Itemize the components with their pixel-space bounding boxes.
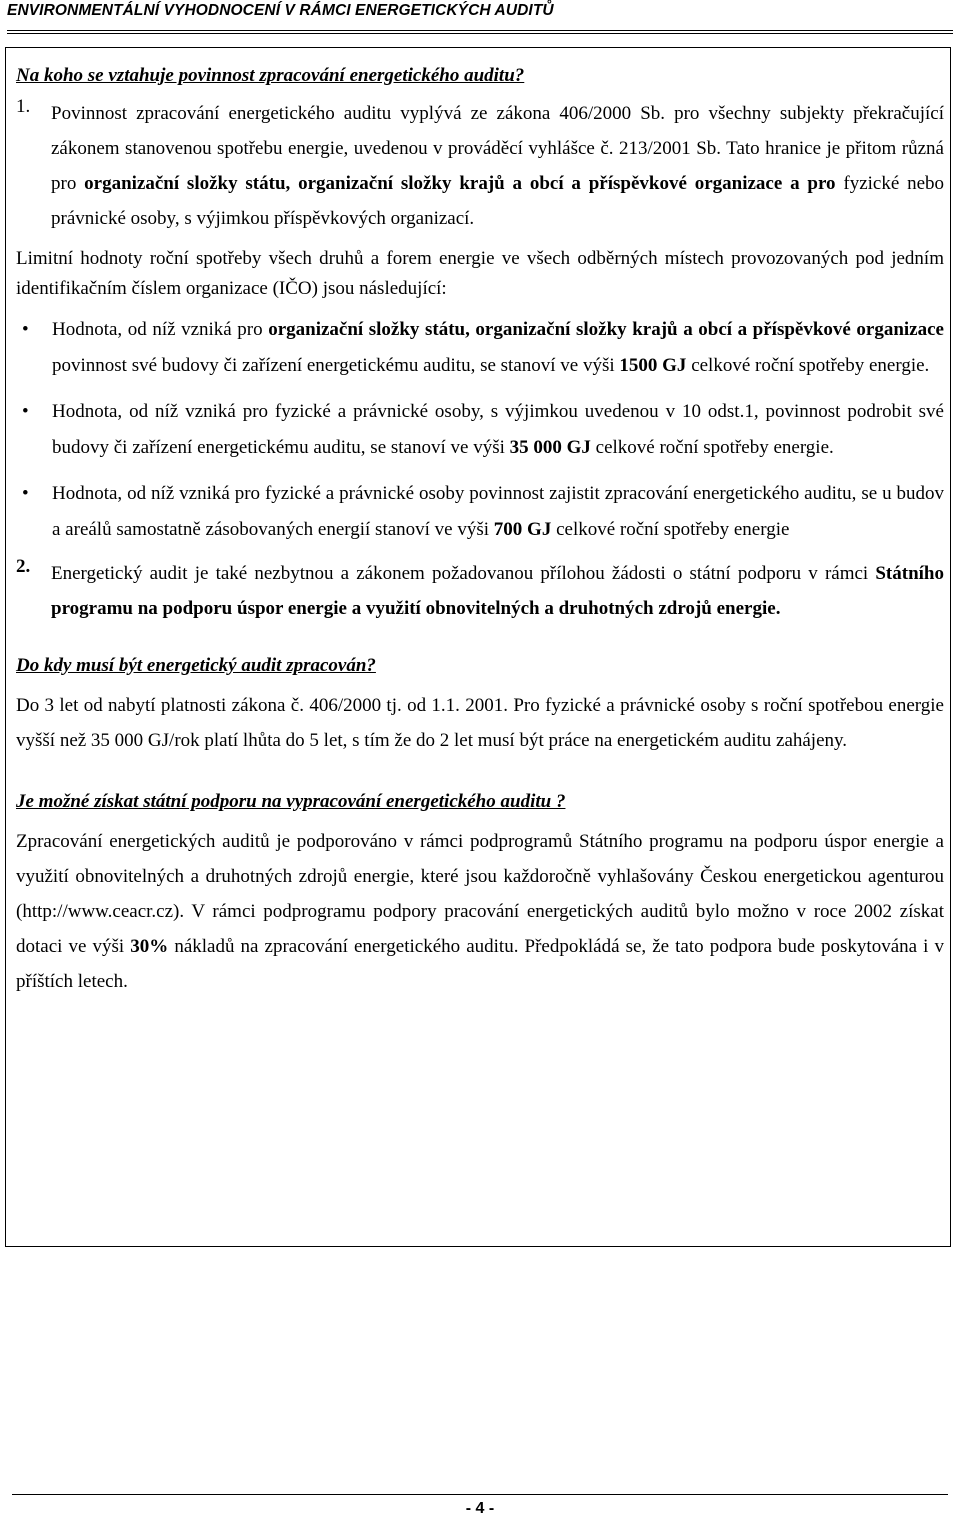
item-number: 1. bbox=[16, 96, 31, 117]
answer-text-part: Zpracování energetických auditů je podporováno v rámci podprogramů Státního programu na podporu úspor energie a využití obnovitelných a druhotných zdrojů energie, které jsou každoročně vyhlašovány Českou energetickou agenturou (http://www.ceacr.cz). V rámci podprogramu podpory pracování energetických auditů bylo možno v roce 2002 získat dotaci ve výši bbox=[16, 831, 944, 957]
item-text bbox=[51, 556, 944, 626]
question-support: Je možné získat státní podporu na vypracování energetického auditu ? bbox=[16, 791, 566, 812]
bullet-text bbox=[52, 394, 944, 466]
running-header: ENVIRONMENTÁLNÍ VYHODNOCENÍ V RÁMCI ENERGETICKÝCH AUDITŮ bbox=[7, 2, 554, 19]
item-text-part: Povinnost zpracování energetického auditu vyplývá ze zákona 406/2000 Sb. pro všechny subjekty překračující zákonem stanovenou spotřebu energie, uvedenou v prováděcí vyhlášce č. 213/2001 Sb. Tato hranice je přitom různá pro bbox=[51, 103, 944, 194]
item-text-part: Energetický audit je také nezbytnou a zákonem požadovanou přílohou žádosti o státní podporu v rámci bbox=[51, 563, 876, 584]
bullet-item bbox=[16, 312, 944, 384]
question-when: Do kdy musí být energetický audit zpracován? bbox=[16, 655, 376, 676]
bullet-icon: • bbox=[22, 319, 29, 340]
answer-text-part: nákladů na zpracování energetického auditu. Předpokládá se, že tato podpora bude poskytována i v příštích letech. bbox=[16, 936, 944, 992]
bullet-text-bold: 1500 GJ bbox=[619, 355, 687, 376]
page-number: - 4 - bbox=[465, 1500, 495, 1517]
content-body bbox=[16, 62, 944, 999]
bullet-text-part: Hodnota, od níž vzniká pro bbox=[52, 319, 269, 340]
numbered-item-1 bbox=[16, 96, 944, 236]
item-text bbox=[51, 96, 944, 236]
item-text-bold: Státního programu na podporu úspor energie a využití obnovitelných a druhotných zdrojů energie. bbox=[51, 563, 944, 619]
item-text-bold: organizační složky státu, organizační složky krajů a obcí a příspěvkové organizace a pro bbox=[84, 173, 836, 194]
numbered-item-2 bbox=[16, 556, 944, 626]
header-rule-top bbox=[7, 30, 953, 31]
bullet-text-bold: 700 GJ bbox=[493, 519, 552, 540]
bullet-text-part: celkové roční spotřeby energie. bbox=[686, 355, 930, 376]
bullet-text-part: Hodnota, od níž vzniká pro fyzické a právnické osoby, s výjimkou uvedenou v 10 odst.1, povinnost podrobit své budovy či zařízení energetickému auditu, se stanoví ve výši bbox=[52, 401, 944, 458]
bullet-text-bold: 35 000 GJ bbox=[509, 437, 591, 458]
answer-support bbox=[16, 824, 944, 999]
bullet-item bbox=[16, 394, 944, 466]
header-rule-bottom bbox=[7, 33, 953, 34]
item-text-part: fyzické nebo právnické osoby, s výjimkou příspěvkových organizací. bbox=[51, 173, 945, 229]
bullet-text-part: povinnost své budovy či zařízení energetickému auditu, se stanoví ve výši bbox=[52, 355, 620, 376]
answer-when: Do 3 let od nabytí platnosti zákona č. 406/2000 tj. od 1.1. 2001. Pro fyzické a právnické osoby s roční spotřebou energie vyšší než 35 000 GJ/rok platí lhůta do 5 let, s tím že do 2 let musí být práce na energetickém auditu zahájeny. bbox=[16, 695, 944, 751]
footer-rule bbox=[12, 1494, 948, 1495]
bullet-text-part: celkové roční spotřeby energie bbox=[551, 519, 790, 540]
bullet-icon: • bbox=[22, 401, 29, 422]
bullet-text-part: celkové roční spotřeby energie. bbox=[590, 437, 834, 458]
bullet-text bbox=[52, 476, 944, 548]
bullet-icon: • bbox=[22, 483, 29, 504]
limits-intro: Limitní hodnoty roční spotřeby všech druhů a forem energie ve všech odběrných místech provozovaných pod jedním identifikačním číslem organizace (IČO) jsou následující: bbox=[16, 248, 944, 299]
question-who: Na koho se vztahuje povinnost zpracování energetického auditu? bbox=[16, 65, 525, 86]
item-number: 2. bbox=[16, 556, 31, 577]
bullet-text bbox=[52, 312, 944, 384]
answer-text-bold: 30% bbox=[130, 936, 169, 957]
bullet-text-part: Hodnota, od níž vzniká pro fyzické a právnické osoby povinnost zajistit zpracování energetického auditu, se u budov a areálů samostatně zásobovaných energií stanoví ve výši bbox=[52, 483, 944, 540]
bullet-text-bold: organizační složky státu, organizační složky krajů a obcí a příspěvkové organizace bbox=[268, 319, 944, 340]
bullet-item bbox=[16, 476, 944, 548]
